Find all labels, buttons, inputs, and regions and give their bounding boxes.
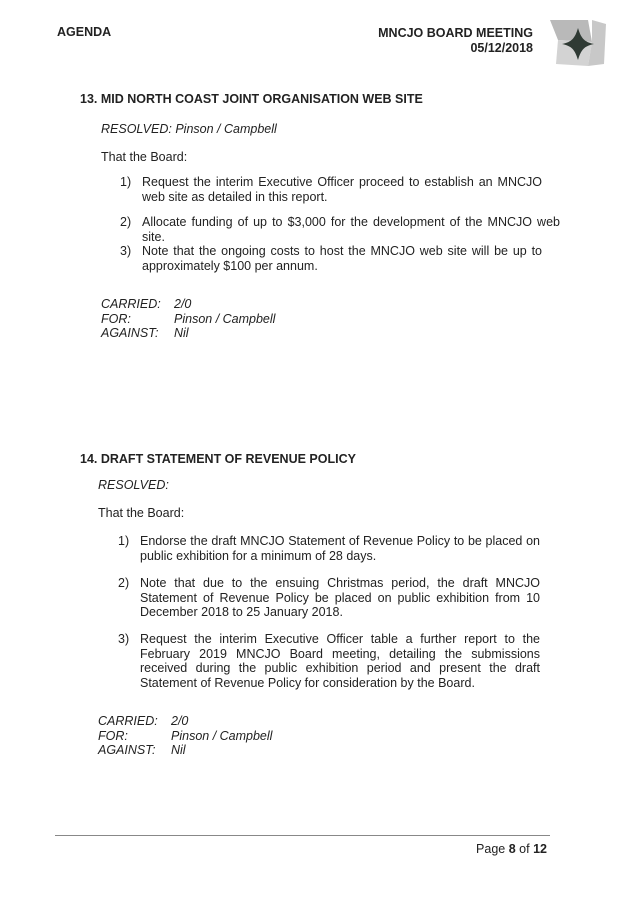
- for-value: Pinson / Campbell: [174, 311, 276, 326]
- for-label: FOR:: [101, 311, 131, 326]
- item-text: Request the interim Executive Officer table a further report to the February 2019 MNCJO Board meeting, detailing the submissions received during the public exhibition period and present the draft Statement of Revenue Policy for consideration by the Board.: [140, 632, 540, 690]
- item-number: 2): [118, 576, 130, 590]
- item-text: Note that due to the ensuing Christmas period, the draft MNCJO Statement of Revenue Policy be placed on public exhibition from 10 December 2018 to 25 January 2018.: [140, 576, 540, 619]
- against-value: Nil: [174, 326, 189, 340]
- section-14-item-2: [118, 576, 540, 620]
- section-13-item-2: [120, 215, 560, 244]
- section-13-resolved: RESOLVED: Pinson / Campbell: [101, 122, 277, 136]
- item-number: 1): [120, 175, 132, 189]
- against-value: Nil: [171, 743, 186, 757]
- item-number: 1): [118, 534, 130, 548]
- item-number: 3): [120, 244, 132, 258]
- item-number: 3): [118, 632, 130, 646]
- item-number: 2): [120, 215, 132, 229]
- item-text: Allocate funding of up to $3,000 for the development of the MNCJO web site.: [142, 215, 560, 244]
- section-13-item-1: [120, 175, 542, 204]
- section-14-resolved: RESOLVED:: [98, 478, 169, 492]
- against-label: AGAINST:: [98, 743, 156, 757]
- item-text: Request the interim Executive Officer proceed to establish an MNCJO web site as detailed in this report.: [142, 175, 542, 204]
- against-label: AGAINST:: [101, 326, 159, 340]
- section-14-item-3: [118, 632, 540, 690]
- item-text: Endorse the draft MNCJO Statement of Revenue Policy to be placed on public exhibition for a minimum of 28 days.: [140, 534, 540, 563]
- section-13-intro: That the Board:: [101, 150, 188, 164]
- carried-label: CARRIED:: [98, 714, 158, 728]
- carried-value: 2/0: [171, 714, 189, 728]
- section-14-title: 14. DRAFT STATEMENT OF REVENUE POLICY: [80, 452, 356, 466]
- for-label: FOR:: [98, 728, 128, 743]
- section-14-intro: That the Board:: [98, 506, 185, 520]
- carried-value: 2/0: [174, 297, 192, 311]
- mncjo-logo-icon: [548, 18, 608, 68]
- header-meeting-title: MNCJO BOARD MEETING: [378, 26, 533, 40]
- header-meeting: [378, 26, 533, 56]
- page-total: 12: [533, 842, 547, 856]
- header-meeting-date: 05/12/2018: [470, 41, 533, 55]
- for-value: Pinson / Campbell: [171, 728, 273, 743]
- section-13-vote: [101, 297, 275, 341]
- section-14-item-1: [118, 534, 540, 563]
- page-current: 8: [508, 842, 516, 856]
- page-of: of: [519, 842, 530, 856]
- section-14-vote: [98, 714, 272, 758]
- footer-divider: [55, 835, 550, 836]
- item-text: Note that the ongoing costs to host the MNCJO web site will be up to approximately $100 per annum.: [142, 244, 542, 273]
- page-prefix: Page: [476, 842, 506, 856]
- carried-label: CARRIED:: [101, 297, 161, 311]
- header-agenda: AGENDA: [57, 25, 112, 39]
- page-number: [476, 842, 547, 856]
- section-13-title: 13. MID NORTH COAST JOINT ORGANISATION WEB SITE: [80, 92, 423, 106]
- section-13-item-3: [120, 244, 542, 273]
